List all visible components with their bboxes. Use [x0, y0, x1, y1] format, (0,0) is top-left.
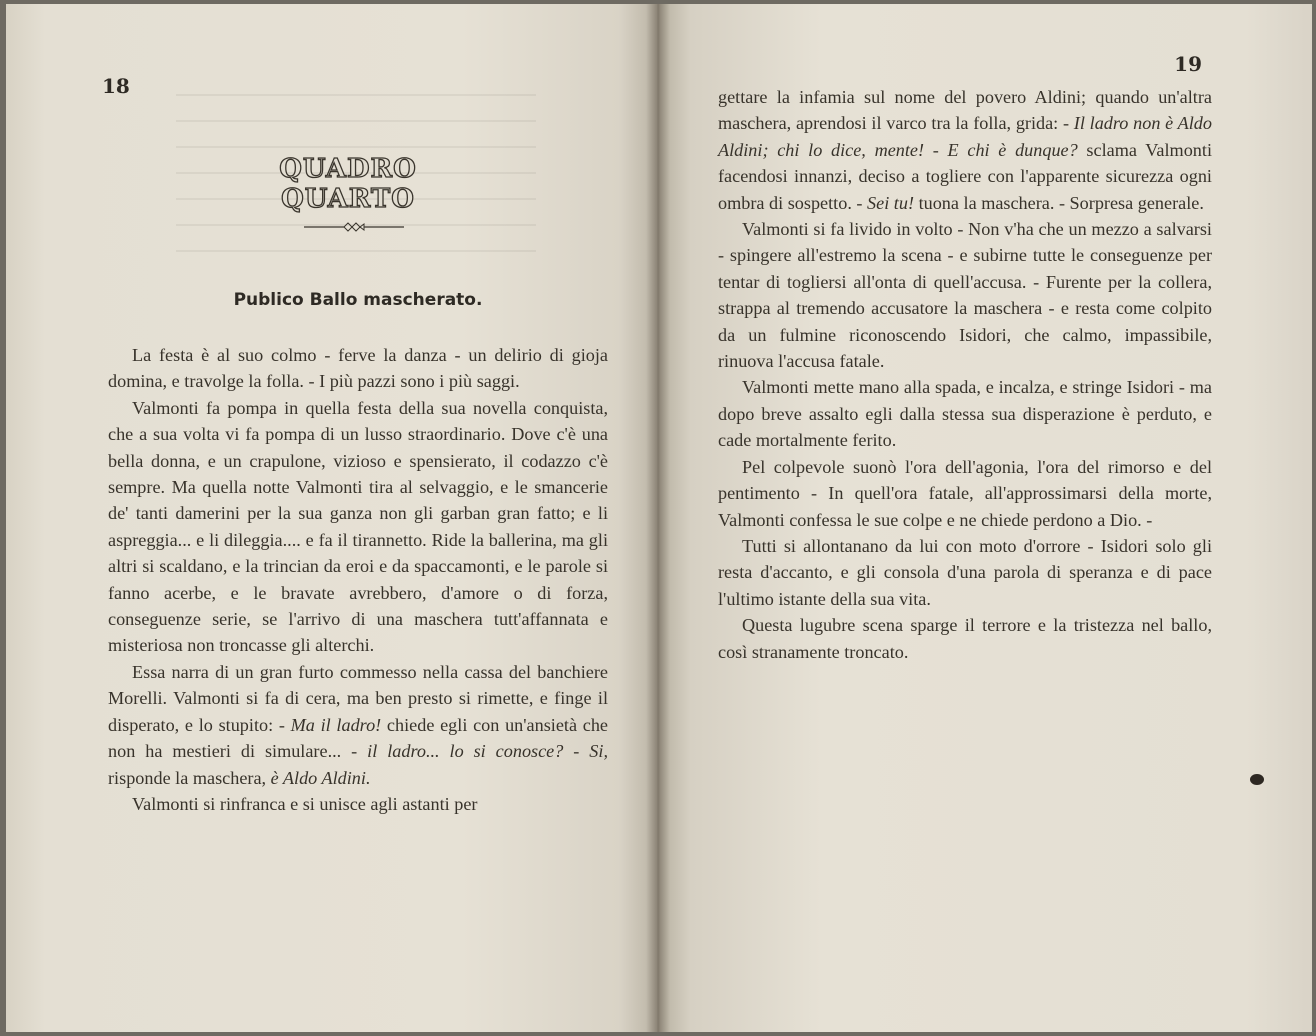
text-run: Valmonti si rinfranca e si unisce agli astanti per [132, 793, 478, 814]
paragraph [108, 791, 608, 817]
paragraph [108, 342, 608, 395]
paragraph [108, 395, 608, 659]
paragraph [718, 84, 1212, 216]
italic-run: Il ladro non è Aldo Aldini; chi lo dice, mente! [718, 113, 1212, 160]
paragraph [718, 533, 1212, 612]
text-run: gettare la infamia sul nome del povero Aldini; quando un'altra maschera, aprendosi il varco tra la folla, grida: - [718, 87, 1212, 134]
text-run: Valmonti fa pompa in quella festa della sua novella conquista, che a sua volta vi fa pompa di un lusso straordinario. Dove c'è una bella donna, e un crapulone, vizioso e spensierato, il codazzo c'è sempre. Ma quella notte Valmonti tira al selvaggio, e le smancerie de' tanti damerini per la sua ganza non gli garban gran fatto; e li aspreggia... e li dileggia.... e fa il tirannetto. Ride la ballerina, ma gli altri si scaldano, e la trincian da eroi e da spaccamonti, e le parole si fanno acerbe, e le bravate avrebbero, d'amore o di forza, conseguenze serie, se l'arrivo di una maschera tutt'affannata e misteriosa non troncasse gli alterchi. [108, 397, 608, 656]
italic-run: Si, [589, 741, 608, 762]
chapter-heading: QUADRO QUARTO [279, 154, 417, 214]
text-run: Questa lugubre scena sparge il terrore e la tristezza nel ballo, così stranamente troncato. [718, 615, 1212, 662]
left-page [6, 4, 658, 1032]
text-run: - [563, 741, 590, 762]
text-run: sclama Valmonti facendosi innanzi, deciso a togliere con l'apparente sicurezza ogni ombra di sospetto. - [718, 139, 1212, 213]
text-run: Valmonti mette mano alla spada, e incalza, e stringe Isidori - ma dopo breve assalto egli dalla stessa sua disperazione è perduto, e cade mortalmente ferito. [718, 377, 1212, 451]
text-run: Valmonti si fa livido in volto - Non v'ha che un mezzo a salvarsi - spingere all'estremo la scena - e subirne tutte le conseguenze per tentar di togliersi all'onta di quell'accusa. - Furente per la collera, strappa al tremendo accusatore la maschera - e resta come colpito da un fulmine riconoscendo Isidori, che calmo, impassibile, rinuova l'accusa fatale. [718, 219, 1212, 372]
body-text [718, 84, 1212, 665]
italic-run: il ladro... lo si conosce? [367, 741, 564, 762]
body-text [108, 342, 608, 817]
text-run: risponde la maschera, [108, 767, 271, 788]
ornament-divider [304, 220, 404, 234]
page-number: 19 [1174, 52, 1202, 76]
paragraph [718, 454, 1212, 533]
paragraph [108, 659, 608, 791]
paragraph [718, 612, 1212, 665]
italic-run: è Aldo Aldini. [270, 767, 371, 788]
italic-run: Sei tu! [867, 192, 915, 213]
text-run: chiede egli con un'ansietà che non ha mestieri di simulare... - [108, 714, 608, 762]
scene-subheading: Publico Ballo mascherato. [233, 290, 483, 310]
text-run: - [924, 139, 948, 160]
page-number: 18 [102, 74, 130, 98]
text-run: Pel colpevole suonò l'ora dell'agonia, l'ora del rimorso e del pentimento - In quell'ora fatale, all'approssimarsi della morte, Valmonti confessa le sue colpe e ne chiede perdono a Dio. - [718, 456, 1212, 530]
book-spine [646, 4, 670, 1032]
italic-run: Ma il ladro! [290, 714, 382, 735]
paragraph [718, 374, 1212, 453]
text-run: Tutti si allontanano da lui con moto d'orrore - Isidori solo gli resta d'accanto, e gli consola d'una parola di speranza e di pace l'ultimo istante della sua vita. [718, 535, 1212, 609]
right-page [658, 4, 1312, 1032]
text-run: La festa è al suo colmo - ferve la danza - un delirio di gioja domina, e travolge la folla. - I più pazzi sono i più saggi. [108, 345, 608, 392]
text-run: tuona la maschera. - Sorpresa generale. [914, 192, 1204, 213]
italic-run: E chi è dunque? [947, 139, 1078, 160]
paragraph [718, 216, 1212, 374]
text-run: Essa narra di un gran furto commesso nella cassa del banchiere Morelli. Valmonti si fa di cera, ma ben presto si rimette, e finge il disperato, e lo stupito: - [108, 661, 608, 735]
ink-blot [1250, 774, 1264, 785]
